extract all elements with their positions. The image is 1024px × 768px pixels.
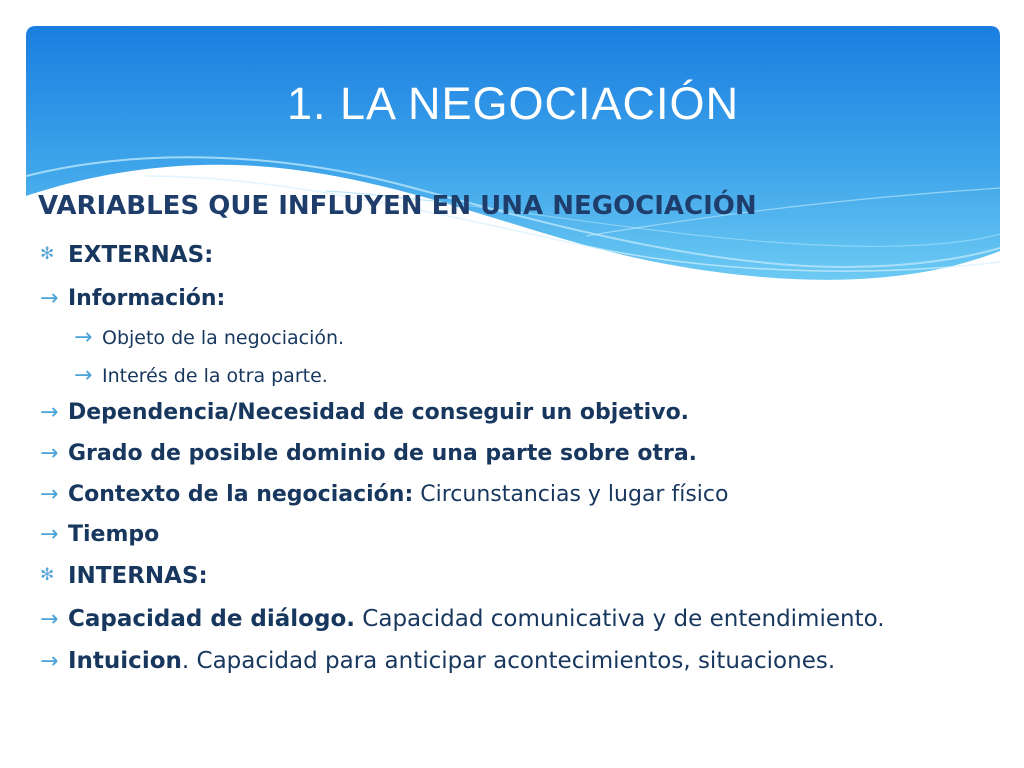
list-item-grado: [40, 441, 697, 466]
list-item-interes: [74, 363, 328, 388]
item-text: Interés de la otra parte.: [102, 365, 328, 387]
item-bold-text: Dependencia/Necesidad de conseguir un objetivo.: [68, 400, 690, 425]
list-item-internas: [40, 563, 208, 589]
arrow-right-icon: →: [74, 363, 93, 388]
list-item-externas: [40, 242, 213, 268]
list-item-dependencia: [40, 400, 689, 425]
asterisk-bullet-icon: ✻: [40, 565, 55, 585]
item-bold-text: Capacidad de diálogo.: [68, 606, 355, 632]
item-bold-text: Grado de posible dominio de una parte sobre otra.: [68, 441, 698, 466]
arrow-right-icon: →: [74, 325, 93, 350]
arrow-right-icon: →: [40, 441, 59, 466]
arrow-right-icon: →: [40, 649, 59, 674]
item-text: Objeto de la negociación.: [102, 327, 345, 349]
arrow-right-icon: →: [40, 607, 59, 632]
item-bold-text: Información:: [68, 286, 226, 311]
slide-title: 1. LA NEGOCIACIÓN: [286, 78, 740, 129]
list-item-capacidad: [40, 606, 885, 632]
item-bold-text: Contexto de la negociación:: [68, 482, 414, 507]
list-item-intuicion: [40, 648, 835, 674]
arrow-right-icon: →: [40, 522, 59, 547]
list-item-contexto: [40, 482, 728, 507]
item-bold-text: EXTERNAS:: [68, 242, 214, 268]
arrow-right-icon: →: [40, 286, 59, 311]
slide-heading: VARIABLES QUE INFLUYEN EN UNA NEGOCIACIÓN: [38, 191, 757, 221]
item-bold-text: Intuicion: [68, 648, 182, 674]
item-bold-text: INTERNAS:: [68, 563, 208, 589]
item-text: . Capacidad para anticipar acontecimientos, situaciones.: [181, 648, 836, 674]
list-item-informacion: [40, 286, 225, 311]
item-text: Circunstancias y lugar físico: [413, 482, 729, 507]
item-bold-text: Tiempo: [68, 522, 160, 547]
arrow-right-icon: →: [40, 400, 59, 425]
list-item-objeto: [74, 325, 344, 350]
arrow-right-icon: →: [40, 482, 59, 507]
asterisk-bullet-icon: ✻: [40, 244, 55, 264]
item-text: Capacidad comunicativa y de entendimiento.: [354, 606, 885, 632]
list-item-tiempo: [40, 522, 159, 547]
